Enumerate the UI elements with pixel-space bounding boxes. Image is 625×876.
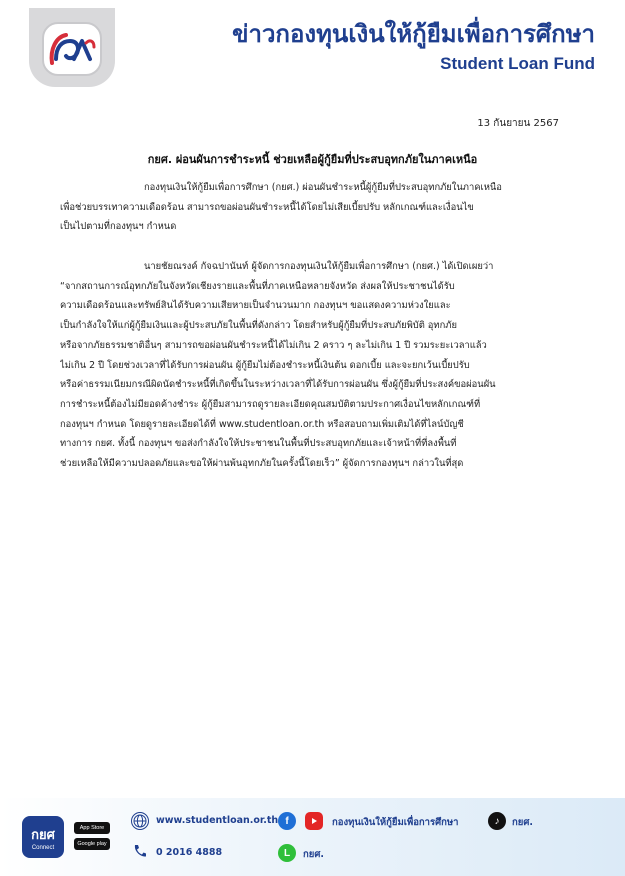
paragraph-2-line: ช่วยเหลือให้มีความปลอดภัยและขอให้ผ่านพ้นอุทกภัยในครั้งนี้โดยเร็ว” ผู้จัดการกองทุนฯ กล่าวในที่สุด [60,458,464,470]
phone-icon [131,842,149,860]
globe-icon [131,812,149,830]
app-store-badge[interactable]: App Store [74,822,110,834]
paragraph-2-line: ไม่เกิน 2 ปี โดยช่วงเวลาที่ได้รับการผ่อนผัน ผู้กู้ยืมไม่ต้องชำระหนี้เงินต้น ดอกเบี้ย และจะยกเว้นเบี้ยปรับ [60,359,470,371]
paragraph-1-line: เพื่อช่วยบรรเทาความเดือดร้อน สามารถขอผ่อนผันชำระหนี้ได้โดยไม่เสียเบี้ยปรับ หลักเกณฑ์และเงื่อนไข [60,201,474,213]
document-headline: กยศ. ผ่อนผันการชำระหนี้ ช่วยเหลือผู้กู้ยืมที่ประสบอุทกภัยในภาคเหนือ [147,153,478,166]
header-logo-panel [29,8,115,87]
paragraph-1-line: กองทุนเงินให้กู้ยืมเพื่อการศึกษา (กยศ.) ผ่อนผันชำระหนี้ผู้กู้ยืมที่ประสบอุทกภัยในภาคเหนือ [144,182,502,193]
kyosor-logo-mark [46,29,98,69]
website-link[interactable]: www.studentloan.or.th [156,815,279,826]
footer-logo-text: กยศ [31,826,55,842]
paragraph-2-line: หรือค่าธรรมเนียมกรณีผิดนัดชำระหนี้ที่เกิดขึ้นในระหว่างเวลาที่ได้รับการผ่อนผัน ซึ่งผู้กู้ยืมที่ประสงค์ขอผ่อนผัน [60,379,496,391]
paragraph-2-line: ความเดือดร้อนและทรัพย์สินได้รับความเสียหายเป็นจำนวนมาก กองทุนฯ ขอแสดงความห่วงใยและ [60,300,451,312]
paragraph-2-line: หรือจากภัยธรรมชาติอื่นๆ สามารถขอผ่อนผันชำระหนี้ได้ไม่เกิน 2 คราว ๆ ละไม่เกิน 1 ปี รวมระยะเวลาแล้ว [60,339,487,351]
document-date: 13 กันยายน 2567 [477,118,559,129]
header-title-thai: ข่าวกองทุนเงินให้กู้ยืมเพื่อการศึกษา [232,20,595,48]
social-page-name[interactable]: กองทุนเงินให้กู้ยืมเพื่อการศึกษา [332,817,459,828]
google-play-badge[interactable]: Google play [74,838,110,850]
phone-number[interactable]: 0 2016 4888 [156,847,223,858]
footer [0,798,625,876]
paragraph-2-line: การชำระหนี้ต้องไม่มียอดค้างชำระ ผู้กู้ยืมสามารถดูรายละเอียดคุณสมบัติตามประกาศเงื่อนไขหลักเกณฑ์ที่ [60,398,481,410]
header-title-english: Student Loan Fund [440,54,595,73]
footer-app-logo[interactable] [22,816,64,858]
paragraph-2-line: กองทุนฯ กำหนด โดยดูรายละเอียดได้ที่ www.studentloan.or.th หรือสอบถามเพิ่มเติมได้ที่ไลน์บัญชี [60,418,464,430]
facebook-icon[interactable]: f [278,812,296,830]
paragraph-2-line: เป็นกำลังใจให้แก่ผู้กู้ยืมเงินและผู้ประสบภัยในพื้นที่ดังกล่าว โดยสำหรับผู้กู้ยืมที่ประสบภัยพิบัติ อุทกภัย [60,320,457,332]
paragraph-1-line: เป็นไปตามที่กองทุนฯ กำหนด [60,221,177,233]
youtube-icon[interactable] [305,812,323,830]
paragraph-2-line: นายชัยณรงค์ กัจฉปานันท์ ผู้จัดการกองทุนเงินให้กู้ยืมเพื่อการศึกษา (กยศ.) ได้เปิดเผยว่า [144,261,494,272]
paragraph-2-line: “จากสถานการณ์อุทกภัยในจังหวัดเชียงรายและพื้นที่ภาคเหนือหลายจังหวัด ส่งผลให้ประชาชนได้รับ [60,280,455,292]
paragraph-2-line: ทางการ กยศ. ทั้งนี้ กองทุนฯ ขอส่งกำลังใจให้ประชาชนในพื้นที่ประสบอุทกภัยและเจ้าหน้าที่ที่ลงพื้นที่ [60,438,457,450]
footer-logo-sub: Connect [31,844,55,851]
kyosor-logo[interactable] [42,22,102,76]
paragraph-1 [60,178,565,237]
line-icon[interactable]: L [278,844,296,862]
tiktok-account-name[interactable]: กยศ. [512,817,533,828]
tiktok-icon[interactable]: ♪ [488,812,506,830]
line-account-name[interactable]: กยศ. [303,849,324,860]
paragraph-2 [60,257,565,474]
